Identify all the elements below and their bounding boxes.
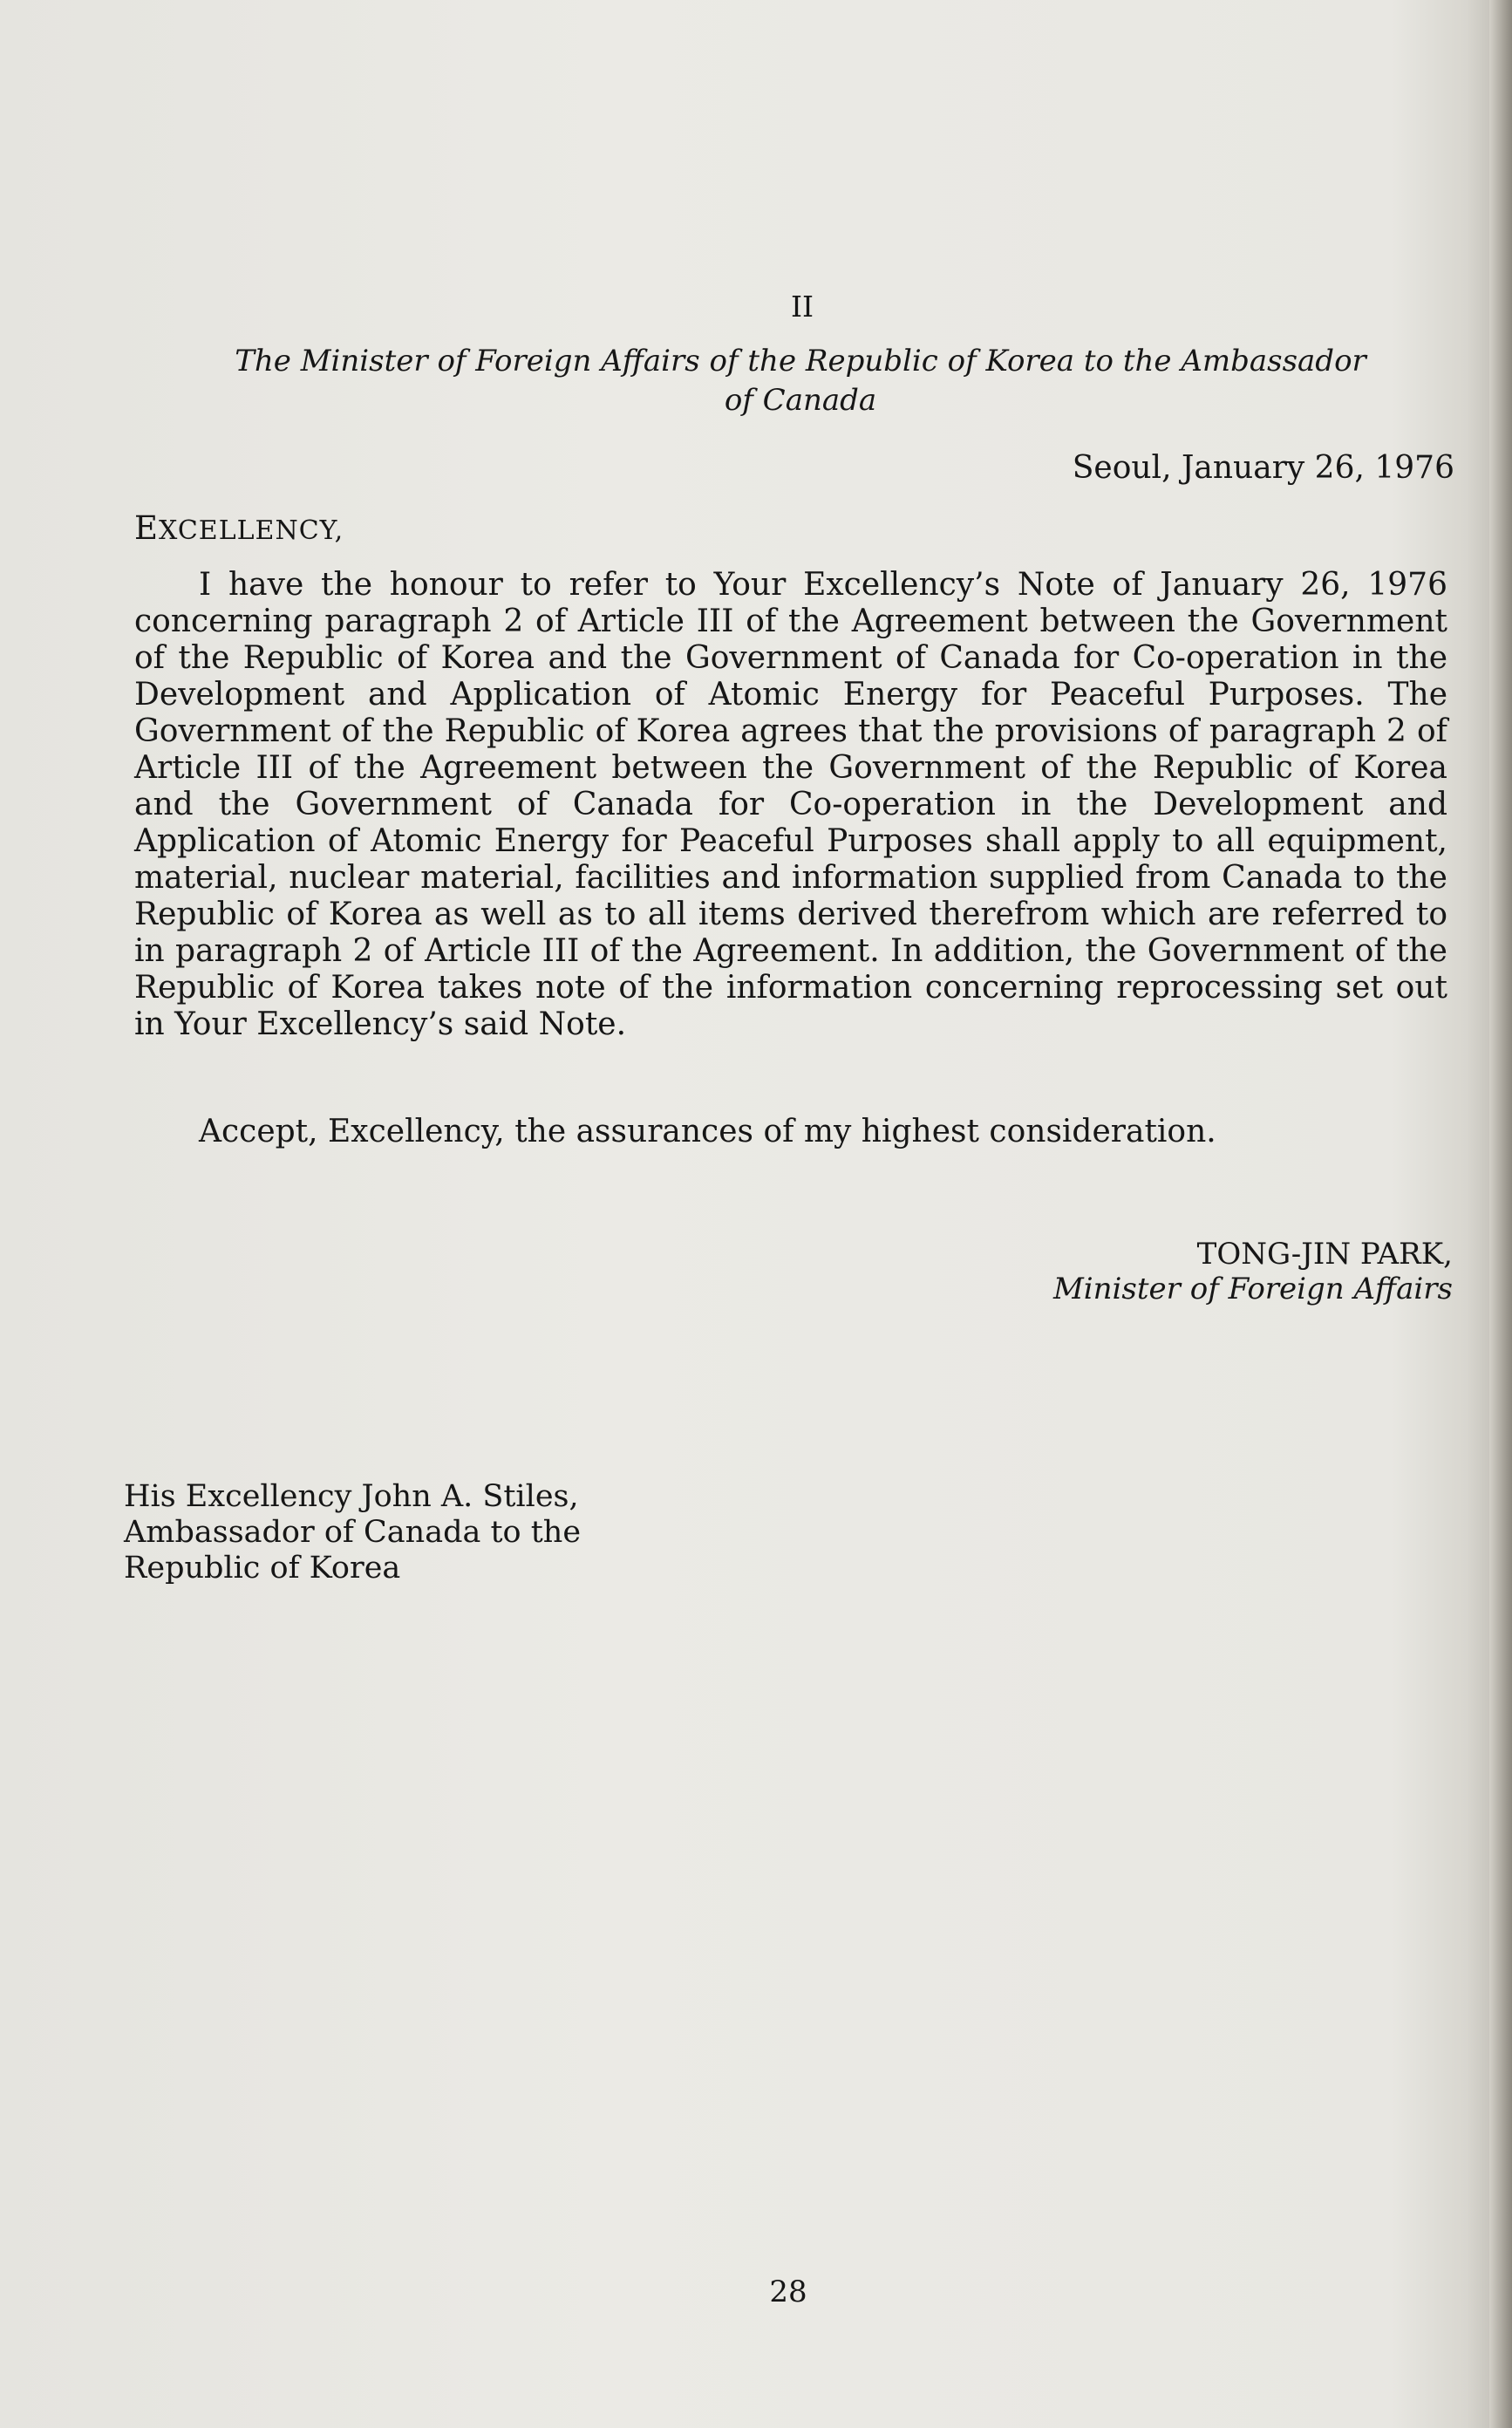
section-number: II xyxy=(790,290,814,324)
heading-line-2: of Canada xyxy=(724,383,877,418)
closing-line: Accept, Excellency, the assurances of my highest consideration. xyxy=(199,1114,1216,1149)
addressee-line: Ambassador of Canada to the xyxy=(124,1515,582,1550)
addressee-line: Republic of Korea xyxy=(124,1551,401,1586)
salutation-rest: XCELLENCY, xyxy=(159,515,344,546)
signatory-title: Minister of Foreign Affairs xyxy=(1052,1272,1453,1306)
salutation xyxy=(134,509,344,547)
letter-body: I have the honour to refer to Your Excellency’s Note of January 26, 1976 concerning paragraph 2 of Article III of the Agreement between the Government of the Republic of Korea and the Government of Canada for Co-operation in the Development and Application of Atomic Energy for Peaceful Purposes. The Government of the Republic of Korea agrees that the provisions of paragraph 2 of Article III of the Agreement between the Government of the Republic of Korea and the Government of Canada for Co-operation in the Development and Application of Atomic Energy for Peaceful Purposes shall apply to all equipment, material, nuclear material, facilities and information supplied from Canada to the Republic of Korea as well as to all items derived therefrom which are referred to in paragraph 2 of Article III of the Agreement. In addition, the Government of the Republic of Korea takes note of the information concerning reprocessing set out in Your Excellency’s said Note. xyxy=(134,567,1447,1042)
salutation-initial: E xyxy=(134,509,160,547)
addressee-line: His Excellency John A. Stiles, xyxy=(124,1479,579,1514)
letter-heading xyxy=(146,342,1454,420)
addressee-block xyxy=(124,1479,581,1586)
place-date: Seoul, January 26, 1976 xyxy=(1072,450,1454,486)
heading-line-1: The Minister of Foreign Affairs of the Republic of Korea to the Ambassador xyxy=(235,344,1366,379)
signatory-name: TONG-JIN PARK, xyxy=(1196,1237,1453,1272)
page-edge xyxy=(1489,0,1512,2428)
page-number: 28 xyxy=(769,2275,807,2309)
